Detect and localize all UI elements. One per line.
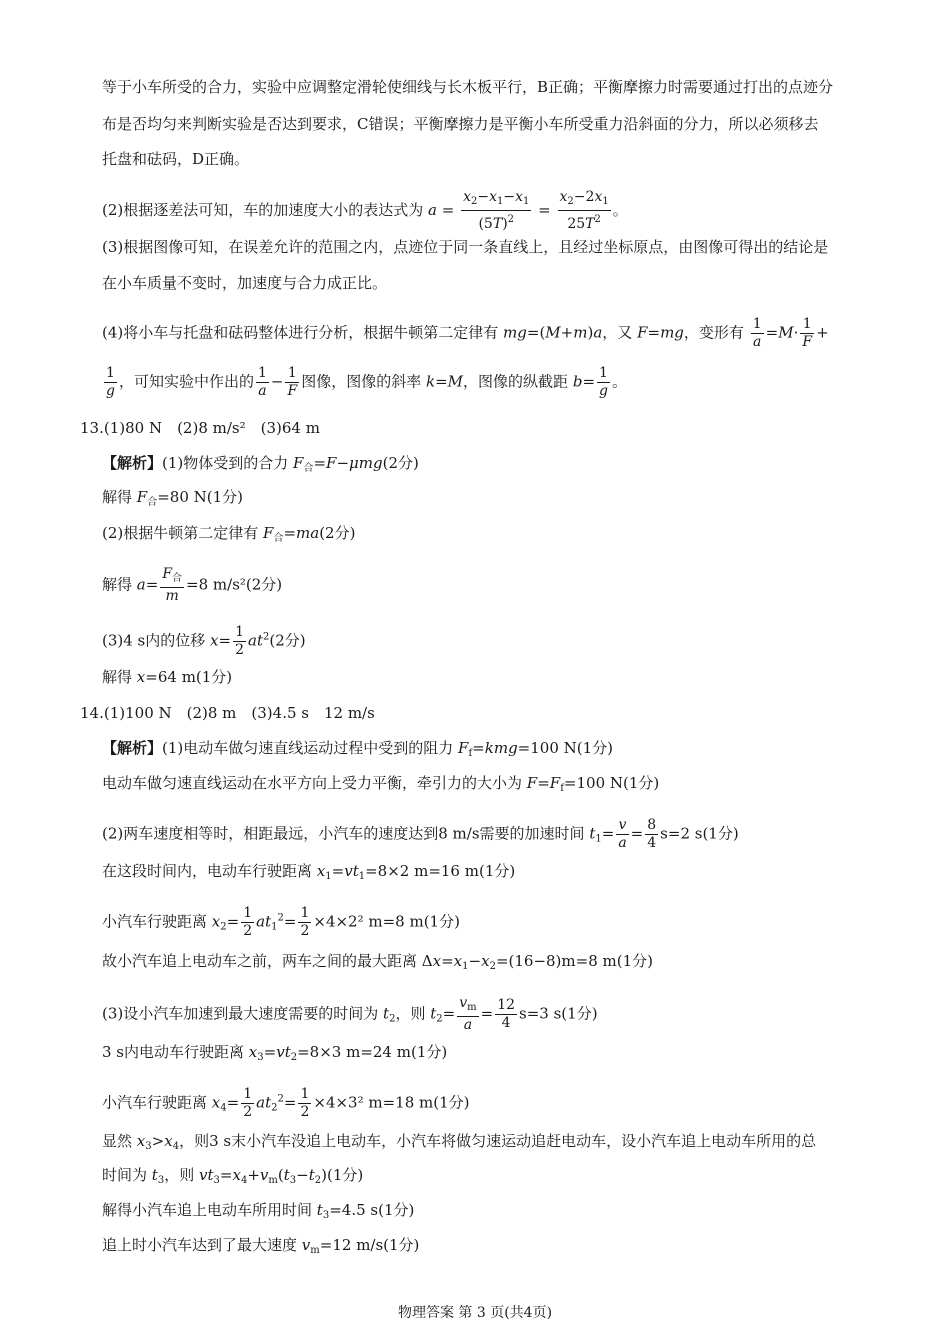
- q14-line-2: 电动车做匀速直线运动在水平方向上受力平衡，牵引力的大小为 $F=F_f=100$ N(1分): [102, 774, 660, 794]
- text-span: ，则: [395, 1004, 426, 1023]
- paragraph-line: 布是否均匀来判断实验是否达到要求，C错误；平衡摩擦力是平衡小车所受重力沿斜面的分力，所以必须移去: [102, 115, 819, 133]
- text-span: s=2 s(1分): [660, 824, 739, 843]
- fraction: $\frac{1}{2}$: [243, 905, 253, 939]
- q14-line-9: 小汽车行驶距离 $x_4=$ $\frac{1}{2}$ $at_2^2=$ $\frac{1}{2}$ ×4×3² m=18 m(1分): [102, 1086, 470, 1120]
- text-span: ，可知实验中作出的: [118, 372, 254, 391]
- text-span: =80 N(1分): [157, 488, 244, 506]
- q14-line-3: (2)两车速度相等时，相距最远，小汽车的速度达到8 m/s需要的加速时间 $t_1=$ $\frac{v}{a}$ = $\frac{8}{4}$ s=2 s(1分): [102, 817, 739, 851]
- q13-line-6: 解得 x=64 m(1分): [102, 668, 233, 686]
- text-span: =100 N(1分): [517, 739, 614, 757]
- text-span: 解得小汽车追上电动车所用时间: [102, 1201, 313, 1219]
- fraction: $\frac{v_m}{a}$: [459, 995, 477, 1033]
- fraction: $\frac{1}{a}$: [257, 365, 267, 399]
- q14-line-7: (3)设小汽车加速到最大速度需要的时间为 $t_2$，则 $t_2=$ $\frac{v_m}{a}$ = $\frac{12}{4}$ s=3 s(1分): [102, 995, 598, 1033]
- text-span: (1)物体受到的合力: [162, 454, 289, 472]
- text-span: =100 N(1分): [563, 774, 660, 792]
- paragraph-line: (3)根据图像可知，在误差允许的范围之内，点迹位于同一条直线上，且经过坐标原点，由图像可得出的结论是: [102, 238, 829, 256]
- q14-line-13: 追上时小汽车达到了最大速度 $v_m=12$ m/s(1分): [102, 1236, 420, 1256]
- fraction: $\frac{x_2-2x_1}{25T^2}$: [559, 189, 609, 232]
- q12-part2-line: (2)根据逐差法可知，车的加速度大小的表达式为 a = $\frac{x_2-x_1-x_1}{(5T)^2}$ = $\frac{x_2-2x_1}{25T^2}$ 。: [102, 189, 628, 232]
- q14-line-6: 故小汽车追上电动车之前，两车之间的最大距离 $\Delta x=x_1-x_2=(16-8)m=8$ m(1分): [102, 952, 653, 972]
- paragraph-line: 等于小车所受的合力，实验中应调整定滑轮使细线与长木板平行，B正确；平衡摩擦力时需要通过打出的点迹分: [102, 78, 834, 96]
- text-span: 解得: [102, 668, 133, 686]
- fraction: $\frac{8}{4}$: [647, 817, 657, 851]
- text-span: (2分): [382, 454, 419, 472]
- text-span: 显然: [102, 1132, 133, 1150]
- q14-line-10: 显然 $x_3>x_4$，则3 s末小汽车没追上电动车，小汽车将做匀速运动追赶电动车，设小汽车追上电动车所用的总: [102, 1132, 817, 1152]
- text-span: 解得: [102, 575, 133, 594]
- text-span: (2分): [269, 631, 306, 650]
- fraction: $\frac{1}{F}$: [802, 316, 813, 350]
- paragraph-line: 托盘和砝码，D正确。: [102, 150, 250, 168]
- fraction: $\frac{F_合}{m}$: [162, 566, 183, 604]
- fraction: $\frac{1}{2}$: [235, 624, 245, 658]
- q14-line-11: 时间为 $t_3$，则 $vt_3=x_4+v_m(t_3-t_2)(1$分): [102, 1166, 364, 1186]
- fraction: $\frac{1}{g}$: [599, 365, 608, 399]
- analysis-tag: 【解析】: [102, 454, 163, 472]
- equation: a: [428, 201, 437, 219]
- page-footer: 物理答案 第 3 页(共4页): [397, 1305, 553, 1321]
- fraction: $\frac{1}{F}$: [287, 365, 298, 399]
- fraction: $\frac{1}{g}$: [106, 365, 115, 399]
- q13-line-3: (2)根据牛顿第二定律有 $F_合=ma(2$分): [102, 524, 356, 544]
- fraction: $\frac{1}{a}$: [752, 316, 762, 350]
- q13-line-1: 【解析】(1)物体受到的合力 $F_合=F-\mu mg(2$分): [102, 454, 419, 474]
- text-span: 追上时小汽车达到了最大速度: [102, 1236, 298, 1254]
- fraction: $\frac{12}{4}$: [497, 997, 516, 1031]
- q12-part4-line-2: $\frac{1}{g}$ ，可知实验中作出的 $\frac{1}{a}$ − $\frac{1}{F}$ 图像，图像的斜率 k=M，图像的纵截距 b= $\frac{1}{g}$ 。: [106, 365, 627, 399]
- text-span: 3 s内电动车行驶距离: [102, 1043, 245, 1061]
- text-span: ，则3 s末小汽车没追上电动车，小汽车将做匀速运动追赶电动车，设小汽车追上电动车所用的总: [179, 1132, 817, 1150]
- text-span: (1分): [326, 1166, 364, 1184]
- text-span: (3)4 s内的位移: [102, 631, 206, 650]
- q14-line-12: 解得小汽车追上电动车所用时间 $t_3=4.5$ s(1分): [102, 1201, 415, 1221]
- text-span: (3)设小汽车加速到最大速度需要的时间为: [102, 1004, 379, 1023]
- text-span: 小汽车行驶距离: [102, 1093, 208, 1112]
- text-span: =(16−8)m=8 m(1分): [495, 952, 653, 970]
- fraction: $\frac{1}{2}$: [300, 1086, 310, 1120]
- text-span: 解得: [102, 488, 133, 506]
- text-span: 故小汽车追上电动车之前，两车之间的最大距离: [102, 952, 418, 970]
- q14-line-8: 3 s内电动车行驶距离 $x_3=vt_2=8\times 3$ m=24 m(1分): [102, 1043, 448, 1063]
- q14-answer: 14.(1)100 N (2)8 m (3)4.5 s 12 m/s: [80, 704, 375, 722]
- text-span: =8 m/s²(2分): [186, 575, 283, 594]
- text-span: (2分): [319, 524, 356, 542]
- q13-line-4: 解得 a= $\frac{F_合}{m}$ =8 m/s²(2分): [102, 566, 283, 604]
- text-span: 电动车做匀速直线运动在水平方向上受力平衡，牵引力的大小为: [102, 774, 523, 792]
- q13-line-5: (3)4 s内的位移 x= $\frac{1}{2}$ $at^2(2$分): [102, 624, 306, 658]
- q13-line-2: 解得 $F_合=80$ N(1分): [102, 488, 244, 508]
- text-span: ，又: [602, 323, 633, 342]
- fraction: $\frac{1}{2}$: [243, 1086, 253, 1120]
- text-span: 时间为: [102, 1166, 148, 1184]
- paragraph-line: 在小车质量不变时，加速度与合力成正比。: [102, 274, 388, 292]
- text-span: (1)电动车做匀速直线运动过程中受到的阻力: [162, 739, 454, 757]
- q14-line-1: 【解析】(1)电动车做匀速直线运动过程中受到的阻力 $F_f=kmg=100$ N(1分): [102, 739, 614, 759]
- q12-part4-line: (4)将小车与托盘和砝码整体进行分析，根据牛顿第二定律有 mg=(M+m)a，又 F=mg，变形有 $\frac{1}{a}$ =M· $\frac{1}{F}$ +: [102, 316, 829, 350]
- q14-line-4: 在这段时间内，电动车行驶距离 $x_1=vt_1=8\times 2$ m=16 m(1分): [102, 862, 516, 882]
- q14-line-5: 小汽车行驶距离 $x_2=$ $\frac{1}{2}$ $at_1^2=$ $\frac{1}{2}$ ×4×2² m=8 m(1分): [102, 905, 460, 939]
- text-span: (4)将小车与托盘和砝码整体进行分析，根据牛顿第二定律有: [102, 323, 499, 342]
- text-span: ，变形有: [683, 323, 744, 342]
- fraction: $\frac{v}{a}$: [618, 817, 627, 851]
- fraction: $\frac{1}{2}$: [300, 905, 310, 939]
- analysis-tag: 【解析】: [102, 739, 163, 757]
- text-span: (2)两车速度相等时，相距最远，小汽车的速度达到8 m/s需要的加速时间: [102, 824, 585, 843]
- text-span: =4.5 s(1分): [329, 1201, 415, 1219]
- text-span: =12 m/s(1分): [319, 1236, 420, 1254]
- text-span: ×4×3² m=18 m(1分): [313, 1093, 470, 1112]
- text-span: (2)根据牛顿第二定律有: [102, 524, 259, 542]
- text-span: =8×2 m=16 m(1分): [365, 862, 516, 880]
- text-span: ，则: [164, 1166, 195, 1184]
- text-span: =64 m(1分): [145, 668, 233, 686]
- text-span: ×4×2² m=8 m(1分): [313, 912, 460, 931]
- q12-part2-text: (2)根据逐差法可知，车的加速度大小的表达式为: [102, 201, 424, 219]
- text-span: 小汽车行驶距离: [102, 912, 208, 931]
- text-span: 图像，图像的斜率: [301, 372, 422, 391]
- text-span: =8×3 m=24 m(1分): [297, 1043, 448, 1061]
- text-span: 在这段时间内，电动车行驶距离: [102, 862, 313, 880]
- text-span: s=3 s(1分): [519, 1004, 598, 1023]
- fraction: $\frac{x_2-x_1-x_1}{(5T)^2}$: [463, 189, 530, 232]
- q13-answer: 13.(1)80 N (2)8 m/s² (3)64 m: [80, 419, 320, 437]
- text-span: ，图像的纵截距: [463, 372, 569, 391]
